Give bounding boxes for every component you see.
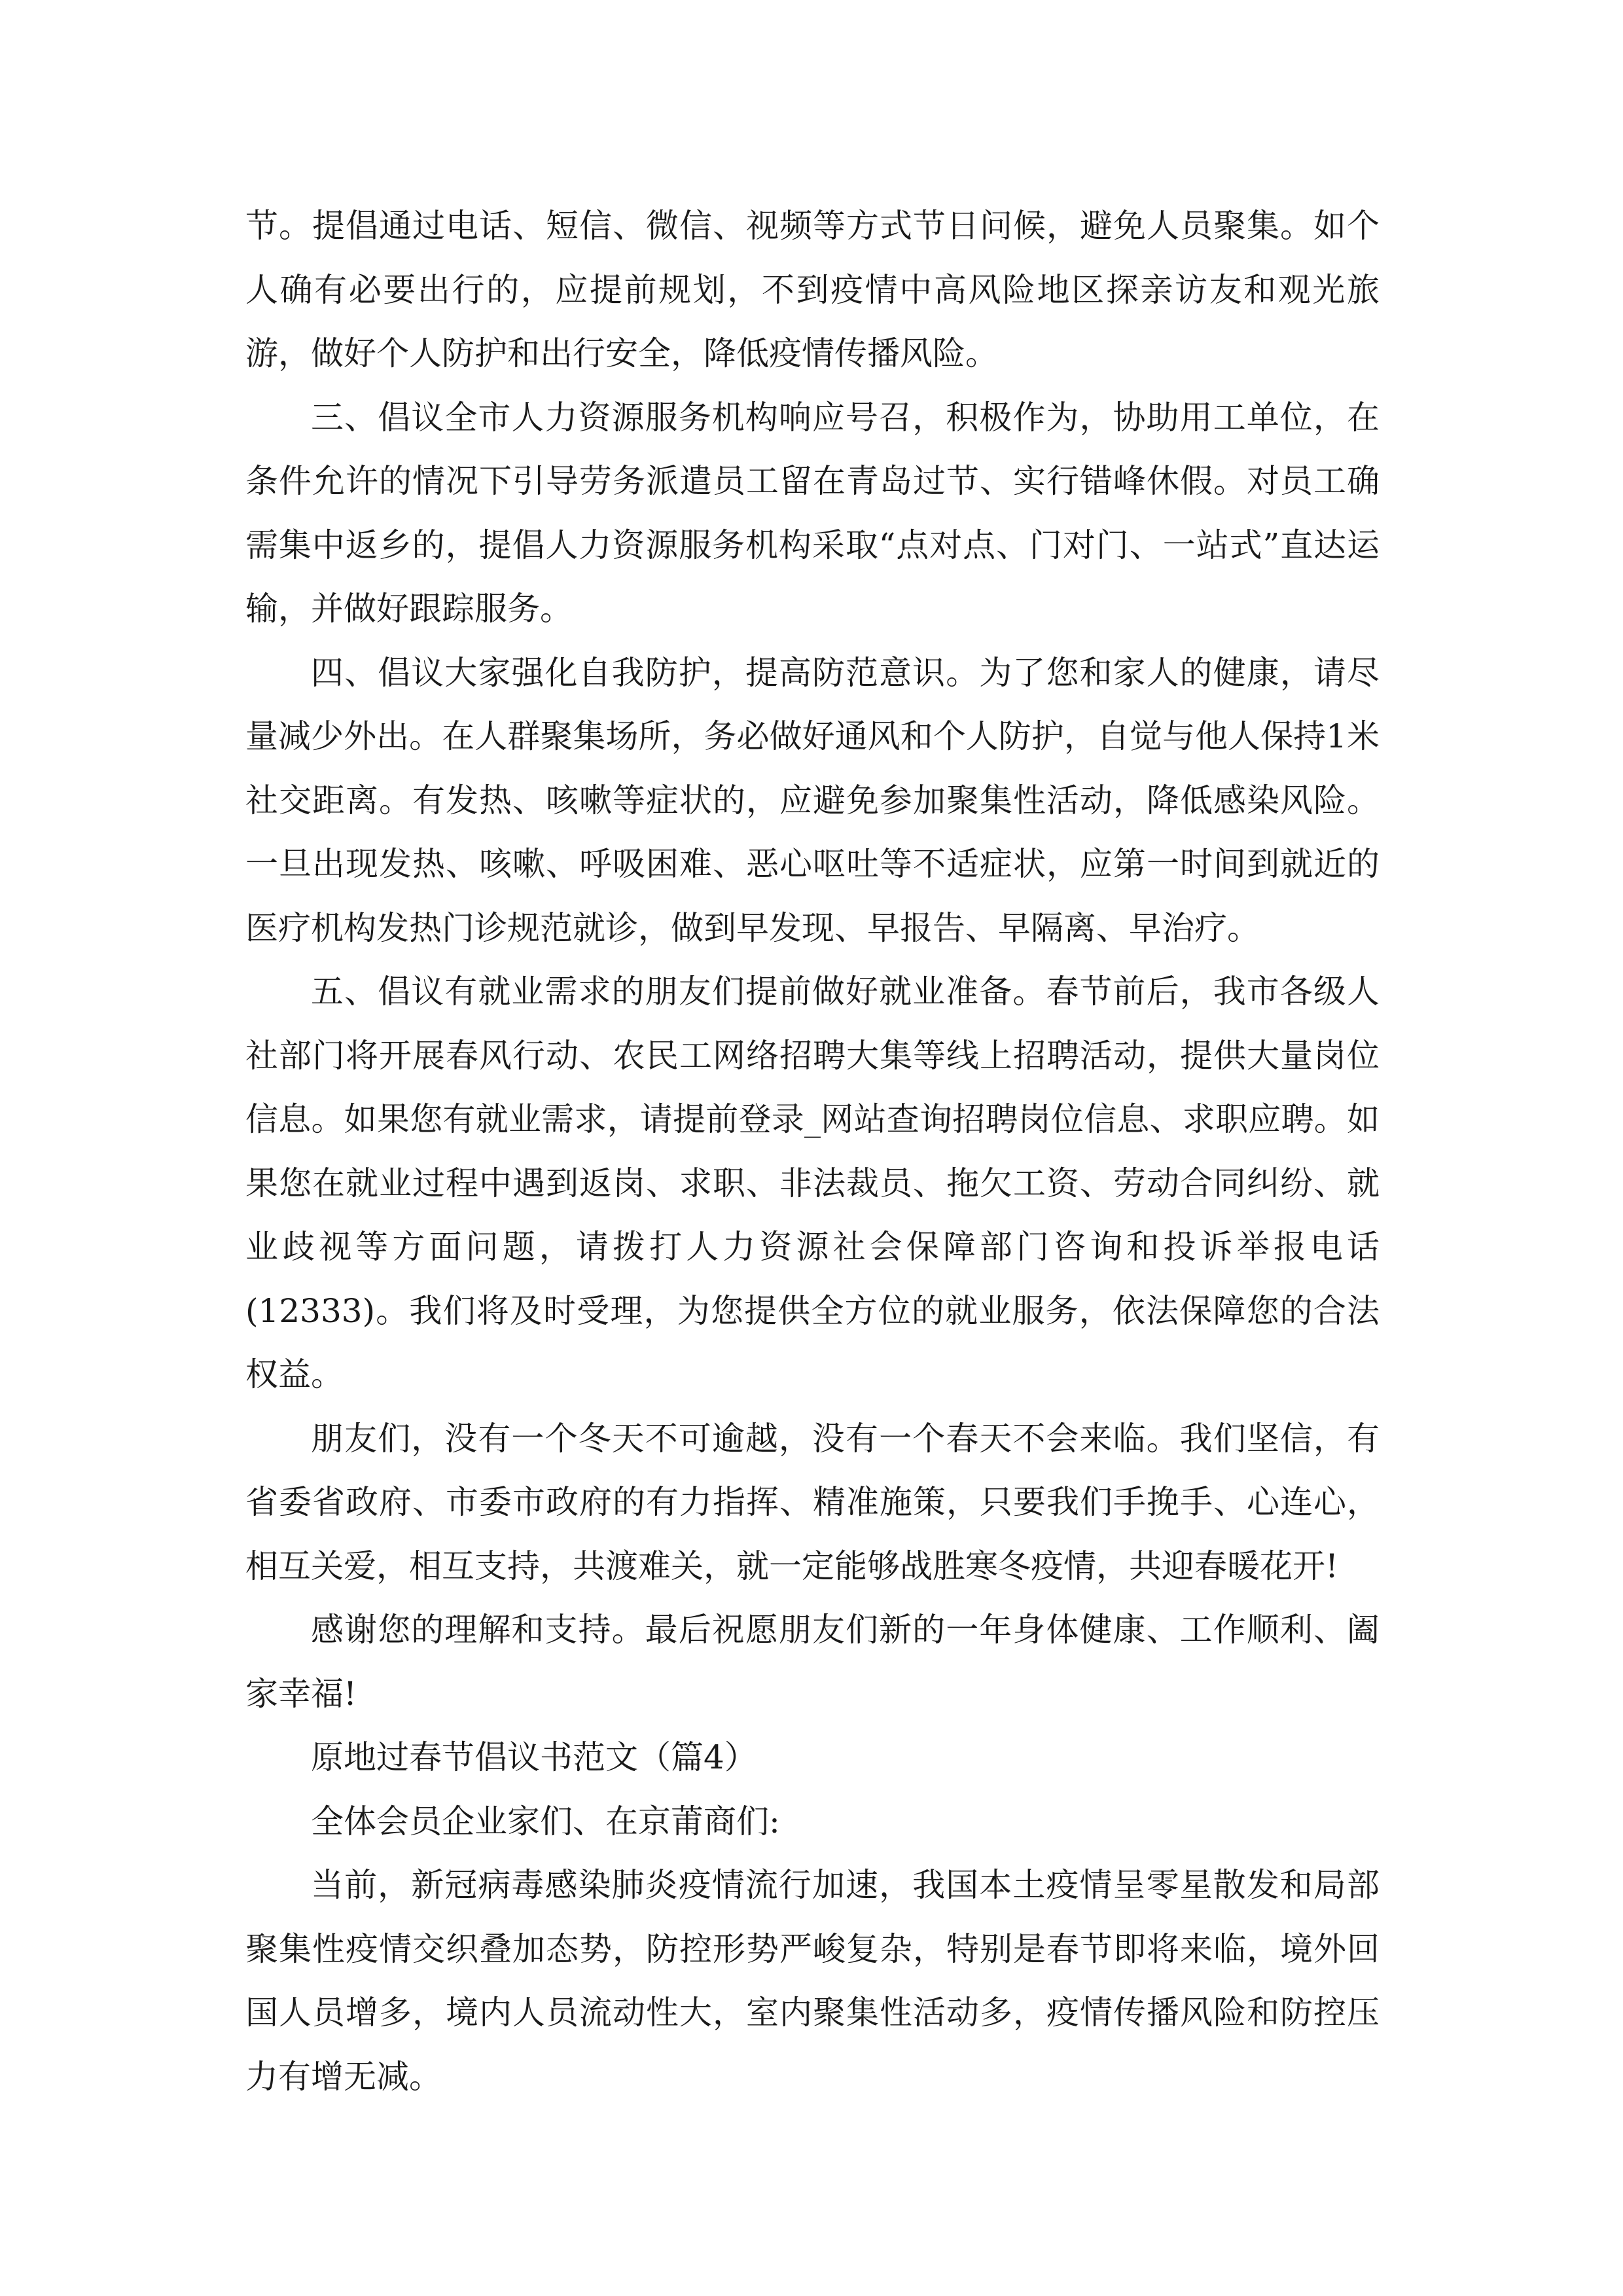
paragraph-item-four: 四、倡议大家强化自我防护，提高防范意识。为了您和家人的健康，请尽量减少外出。在人群聚集场所，务必做好通风和个人防护，自觉与他人保持1米社交距离。有发热、咳嗽等症状的，应避免参加聚集性活动，降低感染风险。一旦出现发热、咳嗽、呼吸困难、恶心呕吐等不适症状，应第一时间到就近的医疗机构发热门诊规范就诊，做到早发现、早报告、早隔离、早治疗。 [245,653,1380,947]
paragraph-current-situation: 当前，新冠病毒感染肺炎疫情流行加速，我国本土疫情呈零星散发和局部聚集性疫情交织叠加态势，防控形势严峻复杂，特别是春节即将来临，境外回国人员增多，境内人员流动性大，室内聚集性活动多，疫情传播风险和防控压力有增无减。 [245,1866,1380,2096]
salutation: 全体会员企业家们、在京莆商们: [311,1802,780,1840]
paragraph-item-three: 三、倡议全市人力资源服务机构响应号召，积极作为，协助用工单位，在条件允许的情况下引导劳务派遣员工留在青岛过节、实行错峰休假。对员工确需集中返乡的，提倡人力资源服务机构采取“点对点、门对门、一站式”直达运输，并做好跟踪服务。 [245,398,1380,628]
paragraph-thanks: 感谢您的理解和支持。最后祝愿朋友们新的一年身体健康、工作顺利、阖家幸福! [245,1611,1380,1713]
document-body [245,194,1380,2109]
paragraph-item-five: 五、倡议有就业需求的朋友们提前做好就业准备。春节前后，我市各级人社部门将开展春风行动、农民工网络招聘大集等线上招聘活动，提供大量岗位信息。如果您有就业需求，请提前登录_网站查询招聘岗位信息、求职应聘。如果您在就业过程中遇到返岗、求职、非法裁员、拖欠工资、劳动合同纠纷、就业歧视等方面问题，请拨打人力资源社会保障部门咨询和投诉举报电话(12333)。我们将及时受理，为您提供全方位的就业服务，依法保障您的合法权益。 [245,973,1380,1393]
paragraph-closing: 朋友们，没有一个冬天不可逾越，没有一个春天不会来临。我们坚信，有省委省政府、市委市政府的有力指挥、精准施策，只要我们手挽手、心连心，相互关爱，相互支持，共渡难关，就一定能够战胜寒冬疫情，共迎春暖花开! [245,1419,1380,1585]
paragraph-continuation: 节。提倡通过电话、短信、微信、视频等方式节日问候，避免人员聚集。如个人确有必要出行的，应提前规划，不到疫情中高风险地区探亲访友和观光旅游，做好个人防护和出行安全，降低疫情传播风险。 [245,207,1380,372]
section-heading: 原地过春节倡议书范文（篇4） [311,1738,757,1776]
